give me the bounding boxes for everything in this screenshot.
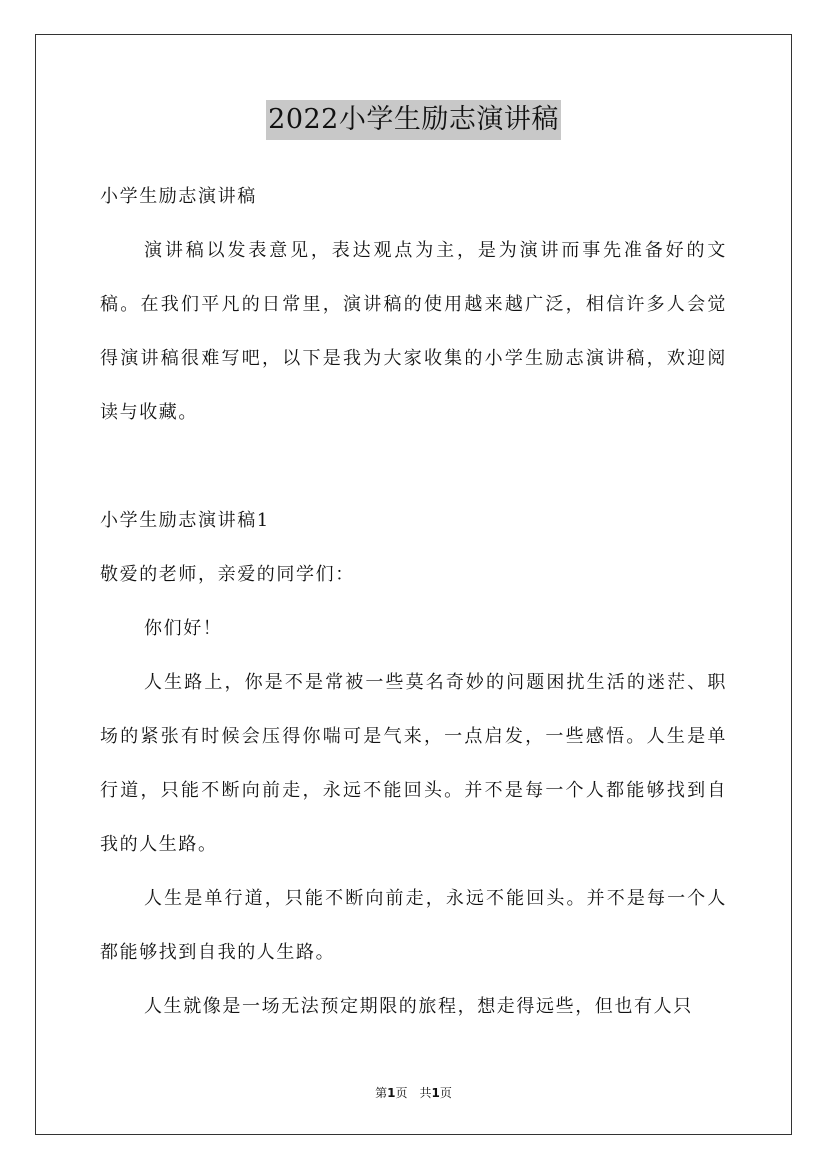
greeting: 你们好！ xyxy=(144,618,223,639)
page-footer xyxy=(0,1084,827,1101)
salutation: 敬爱的老师，亲爱的同学们： xyxy=(100,564,355,585)
document-body xyxy=(100,170,727,1034)
blank-line xyxy=(100,440,727,494)
intro-paragraph: 演讲稿以发表意见，表达观点为主，是为演讲而事先准备好的文稿。在我们平凡的日常里，演讲稿的使用越来越广泛，相信许多人会觉得演讲稿很难写吧，以下是我为大家收集的小学生励志演讲稿，欢迎阅读与收藏。 xyxy=(100,240,727,423)
page-suffix: 页 xyxy=(439,1086,452,1100)
title-wrap xyxy=(0,100,827,140)
document-title: 2022小学生励志演讲稿 xyxy=(266,100,561,140)
document-subtitle: 小学生励志演讲稿 xyxy=(100,186,257,207)
page-total: 1 xyxy=(431,1086,440,1100)
page-number: 1 xyxy=(387,1086,396,1100)
page-prefix: 第 xyxy=(375,1086,388,1100)
body-paragraph-2: 人生是单行道，只能不断向前走，永远不能回头。并不是每一个人都能够找到自我的人生路。 xyxy=(100,888,727,963)
page-mid: 页 共 xyxy=(395,1086,432,1100)
body-paragraph-3: 人生就像是一场无法预定期限的旅程，想走得远些，但也有人只 xyxy=(144,996,693,1017)
section-title: 小学生励志演讲稿1 xyxy=(100,510,270,531)
body-paragraph-1: 人生路上，你是不是常被一些莫名奇妙的问题困扰生活的迷茫、职场的紧张有时候会压得你喘可是气来，一点启发，一些感悟。人生是单行道，只能不断向前走，永远不能回头。并不是每一个人都能够找到自我的人生路。 xyxy=(100,672,727,855)
